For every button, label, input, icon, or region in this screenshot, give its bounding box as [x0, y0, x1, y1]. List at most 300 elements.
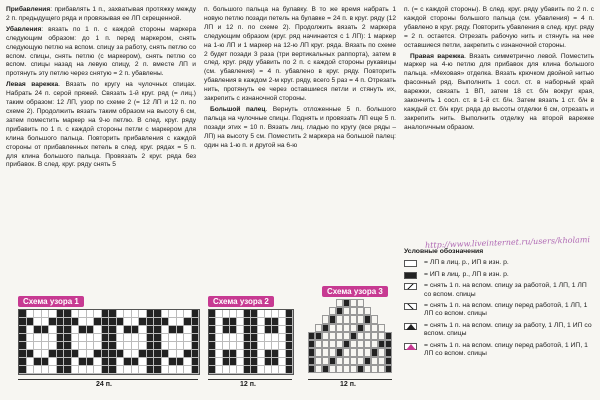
chart-cell — [237, 358, 244, 366]
chart-2-title: Схема узора 2 — [208, 296, 274, 307]
chart-cell — [87, 350, 95, 358]
chart-cell — [102, 318, 110, 326]
chart-1-title: Схема узора 1 — [18, 296, 84, 307]
chart-cell — [251, 342, 258, 350]
chart-cell — [258, 310, 265, 318]
legend-item-cross-right-purl: = снять 1 п. на вспом. спицу за работу, 1 ЛП, 1 ИП со вспом. спицы — [404, 322, 594, 339]
chart-cell — [258, 366, 265, 374]
chart-cell — [79, 334, 87, 342]
chart-cell — [177, 350, 185, 358]
chart-cell — [117, 358, 125, 366]
chart-cell — [109, 350, 117, 358]
chart-cell — [230, 318, 237, 326]
chart-cell — [378, 332, 385, 340]
chart-cell — [350, 315, 357, 323]
chart-cell — [162, 318, 170, 326]
chart-cell — [79, 318, 87, 326]
cross-right-purl-icon — [404, 323, 417, 330]
chart-cell — [357, 315, 364, 323]
chart-cell — [244, 350, 251, 358]
chart-cell — [87, 310, 95, 318]
chart-cell — [251, 318, 258, 326]
chart-cell — [230, 326, 237, 334]
chart-cell — [336, 340, 343, 348]
chart-cell — [329, 307, 336, 315]
chart-cell — [124, 326, 132, 334]
chart-cell — [258, 318, 265, 326]
chart-cell — [244, 318, 251, 326]
chart-cell — [209, 342, 216, 350]
chart-cell — [124, 350, 132, 358]
chart-cell — [177, 318, 185, 326]
chart-cell — [286, 310, 293, 318]
chart-cell — [329, 340, 336, 348]
chart-cell — [87, 334, 95, 342]
chart-1-width-label: 24 п. — [96, 381, 112, 388]
chart-cell — [322, 348, 329, 356]
chart-cell — [184, 366, 192, 374]
chart-cell — [72, 342, 80, 350]
chart-cell — [124, 366, 132, 374]
chart-cell — [139, 358, 147, 366]
chart-cell — [34, 310, 42, 318]
chart-cell — [192, 326, 200, 334]
chart-cell — [223, 350, 230, 358]
chart-cell — [272, 334, 279, 342]
chart-cell — [223, 366, 230, 374]
chart-cell — [371, 357, 378, 365]
chart-cell — [27, 358, 35, 366]
white-square-icon — [404, 260, 417, 267]
chart-cell — [357, 307, 364, 315]
chart-cell — [251, 350, 258, 358]
chart-cell — [49, 350, 57, 358]
chart-cell — [336, 307, 343, 315]
chart-cell — [27, 310, 35, 318]
chart-cell — [230, 358, 237, 366]
chart-cell — [132, 318, 140, 326]
chart-cell — [184, 318, 192, 326]
text-column-2 — [204, 6, 396, 153]
chart-cell — [132, 326, 140, 334]
chart-cell — [322, 340, 329, 348]
text-column-1 — [6, 6, 196, 172]
chart-cell — [216, 334, 223, 342]
chart-cell — [385, 357, 392, 365]
chart-cell — [94, 318, 102, 326]
chart-cell — [364, 357, 371, 365]
chart-cell — [72, 334, 80, 342]
chart-cell — [19, 366, 27, 374]
chart-cell — [72, 310, 80, 318]
chart-cell — [315, 365, 322, 373]
chart-cell — [286, 358, 293, 366]
chart-cell — [162, 366, 170, 374]
chart-cell — [258, 326, 265, 334]
chart-cell — [154, 342, 162, 350]
chart-cell — [223, 310, 230, 318]
chart-cell — [315, 340, 322, 348]
chart-cell — [154, 326, 162, 334]
chart-cell — [154, 358, 162, 366]
chart-cell — [154, 350, 162, 358]
chart-cell — [102, 342, 110, 350]
paragraph-decreases: Убавления: вязать по 1 п. с каждой стороны маркера следующим образом: до 1 п. перед маркером, снять следующую петлю на вспом. спицу за работу, снять петлю со вспом. спицы, снять петлю (с маркером), снять петлю со вспом. спицы назад на левую спицу, 2 п. вместе ЛП и протянуть эту петлю через снятую = 2 п. убавлены. — [6, 25, 196, 78]
cross-left-purl-icon — [404, 343, 417, 350]
chart-cell — [79, 310, 87, 318]
chart-cell — [230, 342, 237, 350]
chart-cell — [27, 366, 35, 374]
chart-cell — [272, 342, 279, 350]
chart-cell — [378, 324, 385, 332]
chart-cell — [162, 342, 170, 350]
chart-cell — [34, 358, 42, 366]
chart-cell — [117, 366, 125, 374]
chart-cell — [64, 366, 72, 374]
chart-cell — [124, 318, 132, 326]
paragraph-continuation: п. большого пальца на булавку. В то же время набрать 1 новую петлю позади петель на булавке = 24 п. в круг. ряду (12 ЛП и 12 п. по схеме 2). Продолжить вязать 2 маркера следующим образом (круг. ряд начинается с 1 ЛП): 1 маркер на 1-ю ЛП и 1 маркер на 12-ю ЛП круг. ряда. Вязать по схеме 2 будет позади 3 раза (три вертикальных раппорта), затем в след. круг. ряду убавить по 2 п. с каждой стороны рукавицы (см. убавления) = 4 п. убавлено в круг. ряду. Повторить убавления в каждом 2-м круг. ряду, всего 5 раз = 4 п. Отрезать нить, протянуть ее через оставшиеся петли и стянуть их, закрепить с изнаночной стороны. — [204, 6, 396, 103]
chart-cell — [216, 326, 223, 334]
chart-cell — [27, 326, 35, 334]
chart-cell — [57, 310, 65, 318]
chart-cell — [343, 340, 350, 348]
chart-cell — [169, 334, 177, 342]
chart-cell — [272, 366, 279, 374]
chart-cell — [223, 326, 230, 334]
chart-cell — [322, 357, 329, 365]
chart-cell — [57, 350, 65, 358]
chart-cell — [343, 307, 350, 315]
chart-cell — [117, 334, 125, 342]
chart-cell — [109, 318, 117, 326]
chart-cell — [279, 366, 286, 374]
chart-cell — [42, 366, 50, 374]
chart-cell — [286, 326, 293, 334]
chart-cell — [102, 350, 110, 358]
chart-cell — [64, 334, 72, 342]
chart-cell — [272, 326, 279, 334]
chart-cell — [251, 358, 258, 366]
paragraph-thumb: Большой палец. Вернуть отложенные 5 п. большого пальца на чулочные спицы. Поднять и провязать ЛП еще 5 п. позади этих = 10 п. Вязать лиц. гладью по кругу (все ряды – ЛП) на высоту 5 см. Поместить 2 маркера на большой палец: один на 1-ю п. и другой на 6-ю — [204, 105, 396, 149]
chart-cell — [124, 334, 132, 342]
chart-cell — [27, 318, 35, 326]
chart-cell — [79, 358, 87, 366]
chart-cell — [102, 366, 110, 374]
chart-cell — [364, 324, 371, 332]
legend-item-cross-left-purl: = снять 1 п. на вспом. спицу перед работой, 1 ИП, 1 ЛП со вспом. спицы — [404, 342, 594, 359]
chart-cell — [244, 342, 251, 350]
chart-cell — [42, 326, 50, 334]
chart-cell — [124, 310, 132, 318]
chart-cell — [343, 332, 350, 340]
chart-cell — [315, 324, 322, 332]
chart-cell — [87, 366, 95, 374]
chart-cell — [237, 350, 244, 358]
chart-cell — [94, 366, 102, 374]
chart-cell — [109, 310, 117, 318]
chart-3-grid — [308, 299, 392, 373]
chart-cell — [64, 358, 72, 366]
chart-cell — [57, 318, 65, 326]
chart-cell — [343, 299, 350, 307]
chart-cell — [244, 358, 251, 366]
chart-cell — [162, 326, 170, 334]
chart-cell — [272, 358, 279, 366]
chart-cell — [308, 357, 315, 365]
chart-cell — [19, 334, 27, 342]
chart-cell — [57, 366, 65, 374]
chart-cell — [102, 358, 110, 366]
chart-cell — [216, 342, 223, 350]
chart-cell — [124, 358, 132, 366]
chart-cell — [49, 334, 57, 342]
chart-cell — [139, 350, 147, 358]
chart-cell — [177, 310, 185, 318]
chart-cell — [209, 366, 216, 374]
chart-cell — [57, 326, 65, 334]
chart-cell — [343, 324, 350, 332]
paragraph-increases: Прибавления: прибавлять 1 п., захватывая протяжку между 2 п. предыдущего ряда и провязывая ее ЛП скрещенной. — [6, 6, 196, 22]
chart-cell — [272, 318, 279, 326]
chart-cell — [357, 365, 364, 373]
paragraph-thumb-end: п. (= с каждой стороны). В след. круг. ряду убавить по 2 п. с каждой стороны большого пальца (см. убавления) = 4 п. убавлено в круг. ряду. Повторить убавления в след. круг. ряду = 2 п. остается. Отрезать рабочую нить и стянуть на нее оставшиеся петли, закрепить с изнаночной стороны. — [404, 6, 594, 49]
chart-cell — [64, 342, 72, 350]
chart-cell — [57, 334, 65, 342]
chart-cell — [162, 350, 170, 358]
chart-cell — [265, 350, 272, 358]
chart-cell — [258, 334, 265, 342]
chart-cell — [19, 350, 27, 358]
chart-cell — [147, 326, 155, 334]
chart-cell — [286, 318, 293, 326]
chart-cell — [385, 348, 392, 356]
chart-cell — [258, 358, 265, 366]
chart-cell — [102, 326, 110, 334]
chart-cell — [34, 342, 42, 350]
chart-cell — [102, 310, 110, 318]
chart-cell — [49, 326, 57, 334]
chart-cell — [258, 350, 265, 358]
chart-cell — [378, 357, 385, 365]
chart-cell — [343, 348, 350, 356]
chart-cell — [230, 350, 237, 358]
chart-cell — [378, 340, 385, 348]
chart-cell — [265, 342, 272, 350]
chart-cell — [336, 324, 343, 332]
chart-2-width-label: 12 п. — [240, 381, 256, 388]
chart-cell — [19, 318, 27, 326]
chart-cell — [371, 340, 378, 348]
chart-cell — [237, 310, 244, 318]
chart-cell — [265, 318, 272, 326]
chart-cell — [64, 326, 72, 334]
chart-cell — [72, 318, 80, 326]
chart-cell — [322, 332, 329, 340]
chart-cell — [192, 350, 200, 358]
chart-cell — [315, 357, 322, 365]
chart-3-width-label: 12 п. — [340, 381, 356, 388]
chart-cell — [132, 342, 140, 350]
chart-cell — [308, 365, 315, 373]
chart-1-grid — [18, 309, 200, 375]
chart-cell — [192, 318, 200, 326]
chart-cell — [357, 324, 364, 332]
chart-cell — [336, 332, 343, 340]
chart-cell — [315, 332, 322, 340]
chart-cell — [286, 366, 293, 374]
chart-cell — [216, 318, 223, 326]
chart-cell — [94, 334, 102, 342]
chart-cell — [336, 348, 343, 356]
chart-cell — [364, 340, 371, 348]
chart-cell — [244, 310, 251, 318]
chart-cell — [109, 358, 117, 366]
chart-cell — [279, 334, 286, 342]
chart-cell — [350, 340, 357, 348]
chart-cell — [154, 334, 162, 342]
chart-cell — [350, 299, 357, 307]
chart-cell — [87, 342, 95, 350]
chart-cell — [192, 334, 200, 342]
chart-cell — [184, 350, 192, 358]
chart-cell — [265, 366, 272, 374]
chart-cell — [147, 366, 155, 374]
chart-cell — [272, 310, 279, 318]
chart-cell — [237, 334, 244, 342]
chart-cell — [139, 326, 147, 334]
chart-cell — [329, 332, 336, 340]
chart-cell — [34, 334, 42, 342]
chart-cell — [308, 348, 315, 356]
chart-cell — [265, 334, 272, 342]
chart-cell — [169, 342, 177, 350]
chart-cell — [357, 332, 364, 340]
chart-cell — [19, 310, 27, 318]
chart-cell — [251, 310, 258, 318]
chart-cell — [364, 348, 371, 356]
chart-cell — [184, 342, 192, 350]
chart-cell — [109, 326, 117, 334]
legend — [404, 248, 594, 361]
chart-2-width-arrow — [208, 379, 292, 380]
chart-cell — [385, 365, 392, 373]
chart-cell — [209, 326, 216, 334]
chart-cell — [272, 350, 279, 358]
chart-cell — [184, 310, 192, 318]
chart-cell — [177, 342, 185, 350]
chart-cell — [343, 315, 350, 323]
legend-item-cross-right: = снять 1 п. на вспом. спицу за работой, 1 ЛП, 1 ЛП со вспом. спицы — [404, 282, 594, 299]
chart-cell — [19, 326, 27, 334]
chart-cell — [169, 318, 177, 326]
chart-cell — [79, 326, 87, 334]
chart-cell — [223, 358, 230, 366]
legend-item-purl: = ИП в лиц. р., ЛП в изн. р. — [404, 271, 594, 279]
cross-left-icon — [404, 303, 417, 310]
chart-cell — [42, 350, 50, 358]
chart-cell — [94, 350, 102, 358]
chart-cell — [49, 366, 57, 374]
chart-cell — [329, 324, 336, 332]
chart-cell — [49, 318, 57, 326]
chart-cell — [79, 342, 87, 350]
chart-cell — [132, 358, 140, 366]
chart-cell — [378, 365, 385, 373]
chart-cell — [230, 334, 237, 342]
chart-cell — [169, 310, 177, 318]
chart-cell — [109, 342, 117, 350]
chart-cell — [139, 342, 147, 350]
chart-cell — [279, 350, 286, 358]
chart-cell — [94, 342, 102, 350]
chart-cell — [87, 358, 95, 366]
chart-cell — [308, 340, 315, 348]
chart-cell — [132, 366, 140, 374]
chart-cell — [364, 332, 371, 340]
chart-cell — [223, 342, 230, 350]
chart-cell — [117, 350, 125, 358]
chart-cell — [308, 332, 315, 340]
chart-cell — [64, 310, 72, 318]
chart-cell — [265, 326, 272, 334]
chart-cell — [72, 350, 80, 358]
chart-cell — [336, 365, 343, 373]
chart-cell — [350, 365, 357, 373]
chart-cell — [177, 326, 185, 334]
chart-cell — [177, 358, 185, 366]
chart-cell — [329, 365, 336, 373]
chart-cell — [117, 310, 125, 318]
chart-cell — [237, 342, 244, 350]
chart-cell — [209, 318, 216, 326]
chart-cell — [34, 326, 42, 334]
chart-cell — [109, 366, 117, 374]
chart-cell — [154, 318, 162, 326]
chart-cell — [364, 315, 371, 323]
chart-cell — [42, 310, 50, 318]
chart-cell — [315, 348, 322, 356]
chart-cell — [124, 342, 132, 350]
chart-cell — [117, 326, 125, 334]
chart-cell — [147, 334, 155, 342]
chart-cell — [286, 342, 293, 350]
chart-cell — [57, 342, 65, 350]
chart-cell — [350, 307, 357, 315]
chart-cell — [329, 348, 336, 356]
chart-3-width-arrow — [308, 379, 392, 380]
chart-cell — [216, 366, 223, 374]
chart-cell — [357, 340, 364, 348]
chart-cell — [162, 310, 170, 318]
chart-cell — [177, 334, 185, 342]
chart-cell — [34, 350, 42, 358]
chart-cell — [147, 358, 155, 366]
chart-cell — [216, 310, 223, 318]
chart-cell — [237, 326, 244, 334]
chart-cell — [251, 326, 258, 334]
chart-cell — [343, 365, 350, 373]
chart-cell — [223, 318, 230, 326]
chart-cell — [132, 334, 140, 342]
chart-cell — [209, 310, 216, 318]
text-column-3 — [404, 6, 594, 135]
chart-cell — [49, 342, 57, 350]
chart-2-grid — [208, 309, 294, 375]
chart-cell — [336, 315, 343, 323]
chart-cell — [57, 358, 65, 366]
chart-cell — [117, 318, 125, 326]
legend-item-knit: = ЛП в лиц. р., ИП в изн. р. — [404, 259, 594, 267]
